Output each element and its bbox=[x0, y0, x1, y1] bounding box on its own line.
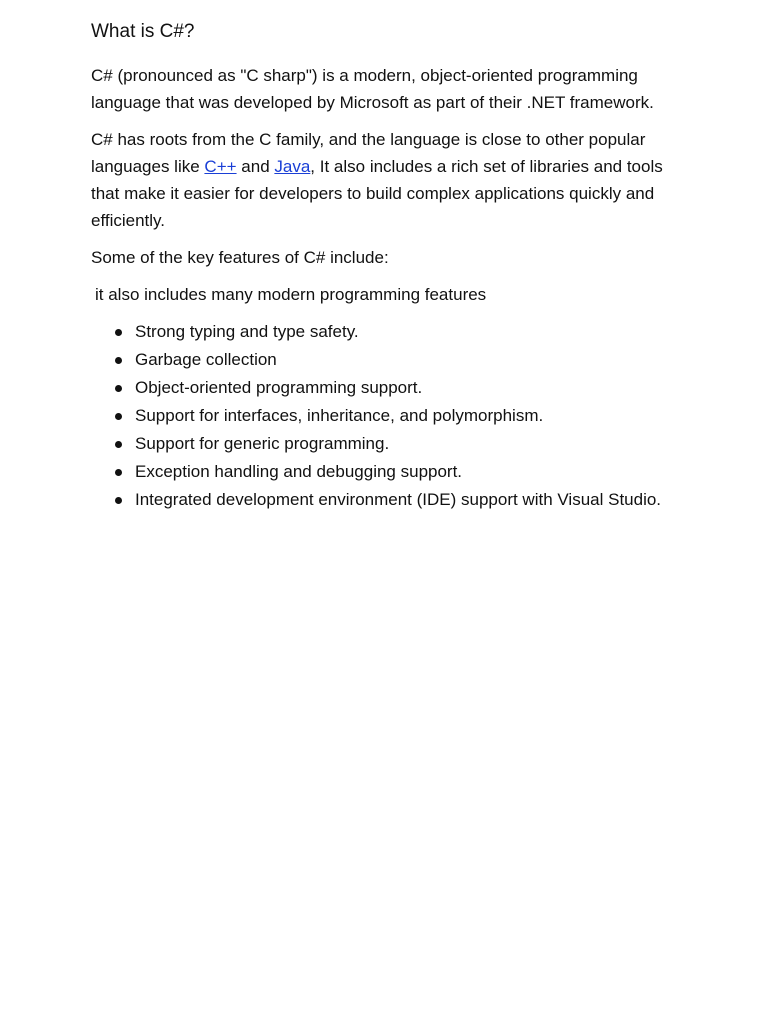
features-list bbox=[91, 318, 691, 513]
document-content bbox=[91, 18, 691, 514]
features-intro-paragraph: Some of the key features of C# include: bbox=[91, 248, 389, 267]
bullet-icon bbox=[115, 385, 122, 392]
roots-paragraph bbox=[91, 126, 691, 234]
list-item-text: Exception handling and debugging support. bbox=[135, 462, 463, 481]
list-item-text: Garbage collection bbox=[135, 350, 277, 369]
list-item bbox=[91, 318, 691, 345]
list-item bbox=[91, 402, 691, 429]
modern-features-paragraph: it also includes many modern programming features bbox=[95, 285, 487, 304]
bullet-icon bbox=[115, 469, 122, 476]
bullet-icon bbox=[115, 357, 122, 364]
roots-text-after: , It also includes a rich set of libraries and tools that make it easier for developers to build complex applications quickly and efficiently. bbox=[91, 157, 663, 230]
intro-paragraph: C# (pronounced as "C sharp") is a modern, object-oriented programming language that was developed by Microsoft as part of their .NET framework. bbox=[91, 66, 654, 112]
bullet-icon bbox=[115, 413, 122, 420]
list-item-text: Support for generic programming. bbox=[135, 434, 390, 453]
roots-text-between: and bbox=[236, 157, 275, 176]
list-item bbox=[91, 374, 691, 401]
java-link[interactable]: Java bbox=[274, 157, 311, 176]
roots-text-before: C# has roots from the C family, and the language is close to other popular languages like bbox=[91, 130, 646, 176]
list-item bbox=[91, 346, 691, 373]
bullet-icon bbox=[115, 329, 122, 336]
bullet-icon bbox=[115, 441, 122, 448]
list-item bbox=[91, 486, 691, 513]
list-item-text: Strong typing and type safety. bbox=[135, 322, 359, 341]
page-title: What is C#? bbox=[91, 21, 195, 42]
list-item-text: Object-oriented programming support. bbox=[135, 378, 423, 397]
list-item-text: Support for interfaces, inheritance, and polymorphism. bbox=[135, 406, 544, 425]
list-item bbox=[91, 430, 691, 457]
cpp-link[interactable]: C++ bbox=[204, 157, 237, 176]
list-item bbox=[91, 458, 691, 485]
bullet-icon bbox=[115, 497, 122, 504]
list-item-text: Integrated development environment (IDE) support with Visual Studio. bbox=[135, 490, 662, 509]
